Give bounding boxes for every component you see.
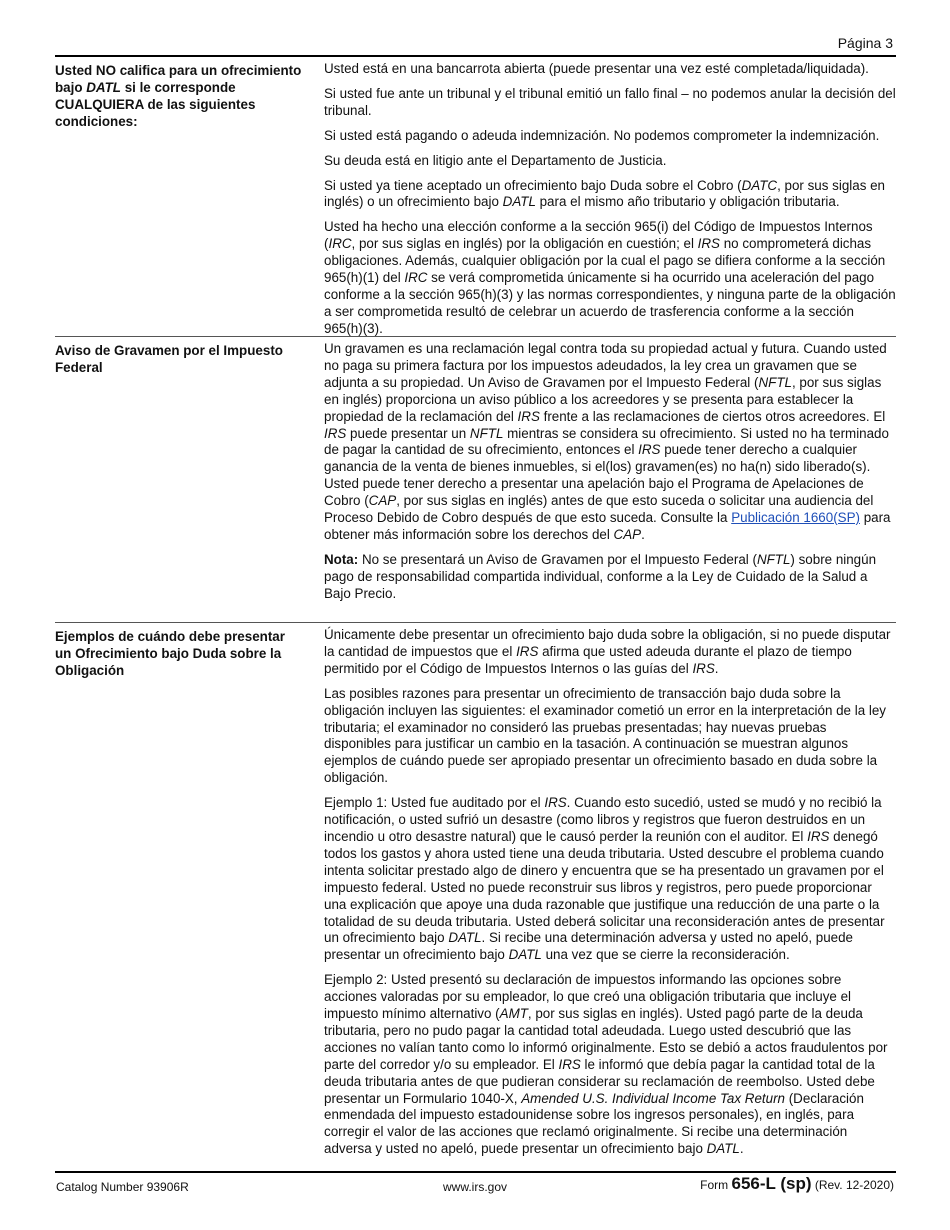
section-title-not-qualify: Usted NO califica para un ofrecimiento bajo DATL si le corresponde CUALQUIERA de las siguientes condiciones: — [55, 63, 302, 129]
condition-section-965: Usted ha hecho una elección conforme a la sección 965(i) del Código de Impuestos Internos (IRC, por sus siglas en inglés) por la obligación en cuestión; el IRS no comprometerá dichas obligaciones. Además, cualquier obligación por la cual el pago se difiera conforme a la sección 965(h)(1) del IRC se verá comprometida únicamente si ha ocurrido una aceleración del pago conforme a la sección 965(h)(3) y las normas correspondientes, y ninguna parte de la obligación a ser comprometida resultó de celebrar un acuerdo de trasferencia conforme a la sección 965(h)(3). — [324, 219, 896, 336]
section-body-not-qualify — [324, 61, 896, 346]
publication-1660-link[interactable]: Publicación 1660(SP) — [731, 510, 860, 526]
condition-bankruptcy: Usted está en una bancarrota abierta (puede presentar una vez esté completada/liquidada). — [324, 61, 869, 76]
section-not-qualify — [55, 57, 896, 337]
condition-restitution: Si usted está pagando o adeuda indemnización. No podemos comprometer la indemnización. — [324, 127, 880, 143]
catalog-number: Catalog Number 93906R — [56, 1180, 189, 1194]
section-body-federal-tax-lien — [324, 341, 896, 611]
form-identifier: Form 656-L (sp) (Rev. 12-2020) — [700, 1174, 894, 1193]
form-number: 656-L (sp) — [731, 1174, 812, 1193]
condition-litigation: Su deuda está en litigio ante el Departamento de Justicia. — [324, 152, 667, 168]
section-federal-tax-lien — [55, 336, 896, 622]
condition-prior-offer: Si usted ya tiene aceptado un ofrecimiento bajo Duda sobre el Cobro (DATC, por sus siglas en inglés) o un ofrecimiento bajo DATL para el mismo año tributario y obligación tributaria. — [324, 177, 886, 210]
example-2: Ejemplo 2: Usted presentó su declaración de impuestos informando las opciones sobre acciones valoradas por su empleador, lo que creó una obligación tributaria que incluye el impuesto mínimo alternativo (AMT, por sus siglas en inglés). Usted pagó parte de la deuda tributaria, pero no pudo pagar la cantidad total adeudada. Luego usted descubrió que las acciones no valían tanto como lo informó originalmente. Esto se debió a actos fraudulentos por parte del corredor y/o su empleador. El IRS le informó que debía pagar la cantidad total de la deuda tributaria antes de que pudieran considerar su reclamación de reembolso. Usted debe presentar un Formulario 1040-X, Amended U.S. Individual Income Tax Return (Declaración enmendada del impuesto estadounidense sobre los ingresos personales), en inglés, para corregir el valor de las acciones que reclamó originalmente. Si recibe una determinación adversa y usted no apeló, puede presentar un ofrecimiento bajo DATL. — [324, 972, 888, 1157]
examples-intro: Únicamente debe presentar un ofrecimiento bajo duda sobre la obligación, si no puede disputar la cantidad de impuestos que el IRS afirma que usted adeuda durante el plazo de tiempo permitido por el Código de Impuestos Internos o las guías del IRS. — [324, 627, 891, 676]
condition-court-ruling: Si usted fue ante un tribunal y el tribunal emitió un fallo final – no podemos anular la decisión del tribunal. — [324, 85, 896, 118]
section-examples — [55, 622, 896, 1171]
section-title-examples: Ejemplos de cuándo debe presentar un Ofrecimiento bajo Duda sobre la Obligación — [55, 629, 285, 678]
website: www.irs.gov — [443, 1180, 508, 1194]
bottom-divider — [55, 1171, 896, 1173]
examples-reasons: Las posibles razones para presentar un ofrecimiento de transacción bajo duda sobre la obligación incluyen las siguientes: el examinador cometió un error en la interpretación de la ley tributaria; el examinador no consideró las pruebas presentadas; hay nuevas pruebas disponibles para justificar un cambio en la tasación. A continuación se muestran algunos ejemplos de cuándo puede ser apropiado presentar un ofrecimiento basado en duda sobre la obligación. — [324, 685, 886, 786]
section-body-examples — [324, 627, 896, 1166]
section-title-federal-tax-lien: Aviso de Gravamen por el Impuesto Federal — [55, 343, 283, 375]
page-number: Página 3 — [837, 35, 893, 51]
lien-paragraph: Un gravamen es una reclamación legal contra toda su propiedad actual y futura. Cuando usted no paga su primera factura por los impuestos adeudados, la ley crea un gravamen que se adjunta a su propiedad. Un Aviso de Gravamen por el Impuesto Federal (NFTL, por sus siglas en inglés) proporciona un aviso público a los acreedores y se presenta para establecer la propiedad de la reclamación del IRS frente a las reclamaciones de ciertos otros acreedores. El IRS puede presentar un NFTL mientras se considera su ofrecimiento. Si usted no ha terminado de pagar la cantidad de su ofrecimiento, entonces el IRS puede tener derecho a cualquier ganancia de la venta de bienes inmuebles, si el(los) gravamen(es) no ha(n) sido liberado(s). Usted puede tener derecho a presentar una apelación bajo el Programa de Apelaciones de Cobro (CAP, por sus siglas en inglés) antes de que esto suceda o solicitar una audiencia del Proceso Debido de Cobro después de que esto suceda. Consulte la Publicación 1660(SP) para obtener más información sobre los derechos del CAP. — [324, 341, 891, 542]
lien-note: Nota: No se presentará un Aviso de Gravamen por el Impuesto Federal (NFTL) sobre ningún pago de responsabilidad compartida individual, conforme a la Ley de Cuidado de la Salud a Bajo Precio. — [324, 551, 877, 601]
example-1: Ejemplo 1: Usted fue auditado por el IRS. Cuando esto sucedió, usted se mudó y no recibió la notificación, o usted sufrió un desastre (como libros y registros que fueron destruidos en un incendio u otro desastre natural) que le causó perder la reunión con el auditor. El IRS denegó todos los gastos y ahora usted tiene una deuda tributaria. Usted descubre el problema cuando intenta solicitar prestado algo de dinero y encuentra que se ha presentado un gravamen por el impuesto federal. Usted no puede reconstruir sus libros y registros, pero puede proporcionar una explicación que apoye una duda razonable que justifique una reducción de una parte o la totalidad de su deuda tributaria. Usted deberá solicitar una reconsideración antes de presentar un ofrecimiento bajo DATL. Si recibe una determinación adversa y usted no apeló, puede presentar un ofrecimiento bajo DATL una vez que se cierre la reconsideración. — [324, 795, 885, 963]
